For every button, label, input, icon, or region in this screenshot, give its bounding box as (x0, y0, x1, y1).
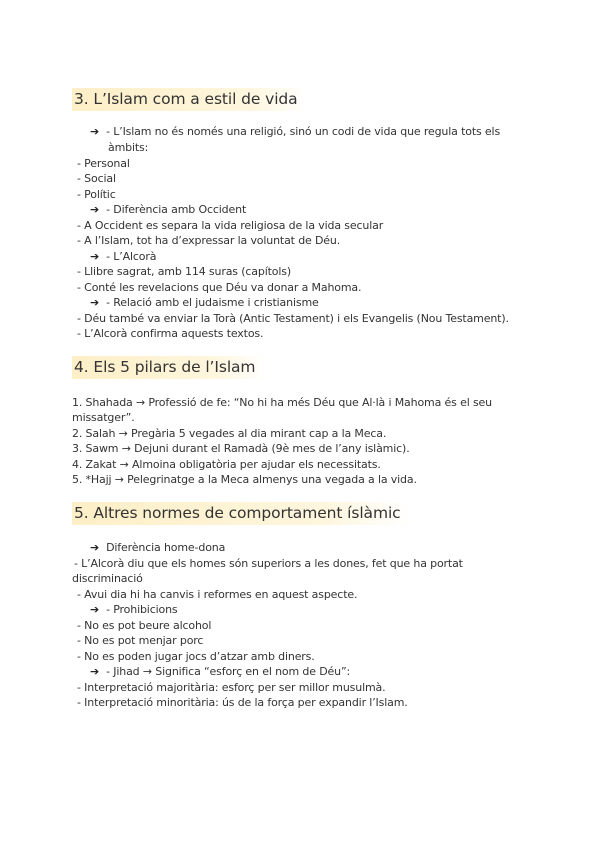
list-item: - Interpretació minoritària: ús de la força per expandir l’Islam. (77, 696, 408, 709)
arrow-right-icon: ➔ (90, 296, 100, 309)
section-heading-5: 5. Altres normes de comportament íslàmic (72, 502, 411, 525)
list-item: 3. Sawm → Dejuni durant el Ramadà (9è mes de l’any islàmic). (72, 442, 410, 455)
section-heading-3: 3. L’Islam com a estil de vida (72, 88, 308, 111)
list-item: 5. *Hajj → Pelegrinatge a la Meca almenys una vegada a la vida. (72, 473, 417, 486)
list-item: ➔ - Diferència amb Occident (90, 203, 247, 216)
list-item: - A l’Islam, tot ha d’expressar la voluntat de Déu. (77, 234, 341, 247)
list-item: - Social (77, 172, 116, 185)
arrow-right-icon: ➔ (90, 603, 100, 616)
list-item: ➔ - L’Islam no és només una religió, sinó un codi de vida que regula tots els (90, 125, 501, 138)
list-item: ➔ - Prohibicions (90, 603, 178, 616)
list-item: ➔ - Relació amb el judaisme i cristianisme (90, 296, 319, 309)
list-item: - No es pot beure alcohol (77, 619, 212, 632)
list-item: - Polític (77, 188, 116, 201)
list-item: - L’Alcorà diu que els homes són superiors a les dones, fet que ha portat (74, 557, 463, 570)
list-item: 2. Salah → Pregària 5 vegades al dia mirant cap a la Meca. (72, 427, 387, 440)
list-item: - A Occident es separa la vida religiosa de la vida secular (77, 219, 384, 232)
arrow-right-icon: ➔ (90, 203, 100, 216)
list-item: 1. Shahada → Professió de fe: “No hi ha més Déu que Al·là i Mahoma és el seu (72, 396, 492, 409)
list-item: discriminació (72, 572, 143, 585)
list-item: - Interpretació majoritària: esforç per ser millor musulmà. (77, 681, 386, 694)
list-item: ➔ - L’Alcorà (90, 250, 157, 263)
list-item: - L’Alcorà confirma aquests textos. (77, 327, 264, 340)
list-item: - Conté les revelacions que Déu va donar a Mahoma. (77, 281, 362, 294)
section-heading-4: 4. Els 5 pilars de l’Islam (72, 356, 265, 379)
list-item: - Llibre sagrat, amb 114 suras (capítols) (77, 265, 291, 278)
arrow-right-icon: ➔ (90, 125, 100, 138)
list-item: àmbits: (108, 141, 149, 154)
list-item: - Déu també va enviar la Torà (Antic Testament) i els Evangelis (Nou Testament). (77, 312, 509, 325)
arrow-right-icon: ➔ (90, 541, 100, 554)
arrow-right-icon: ➔ (90, 665, 100, 678)
list-item: - No es poden jugar jocs d’atzar amb diners. (77, 650, 315, 663)
list-item: - Avui dia hi ha canvis i reformes en aquest aspecte. (77, 588, 358, 601)
arrow-right-icon: ➔ (90, 250, 100, 263)
list-item: 4. Zakat → Almoina obligatòria per ajudar els necessitats. (72, 458, 381, 471)
list-item: - No es pot menjar porc (77, 634, 204, 647)
list-item: - Personal (77, 157, 130, 170)
list-item: ➔ - Jihad → Significa “esforç en el nom de Déu”: (90, 665, 351, 678)
list-item: missatger”. (72, 411, 135, 424)
list-item: ➔ Diferència home-dona (90, 541, 226, 554)
